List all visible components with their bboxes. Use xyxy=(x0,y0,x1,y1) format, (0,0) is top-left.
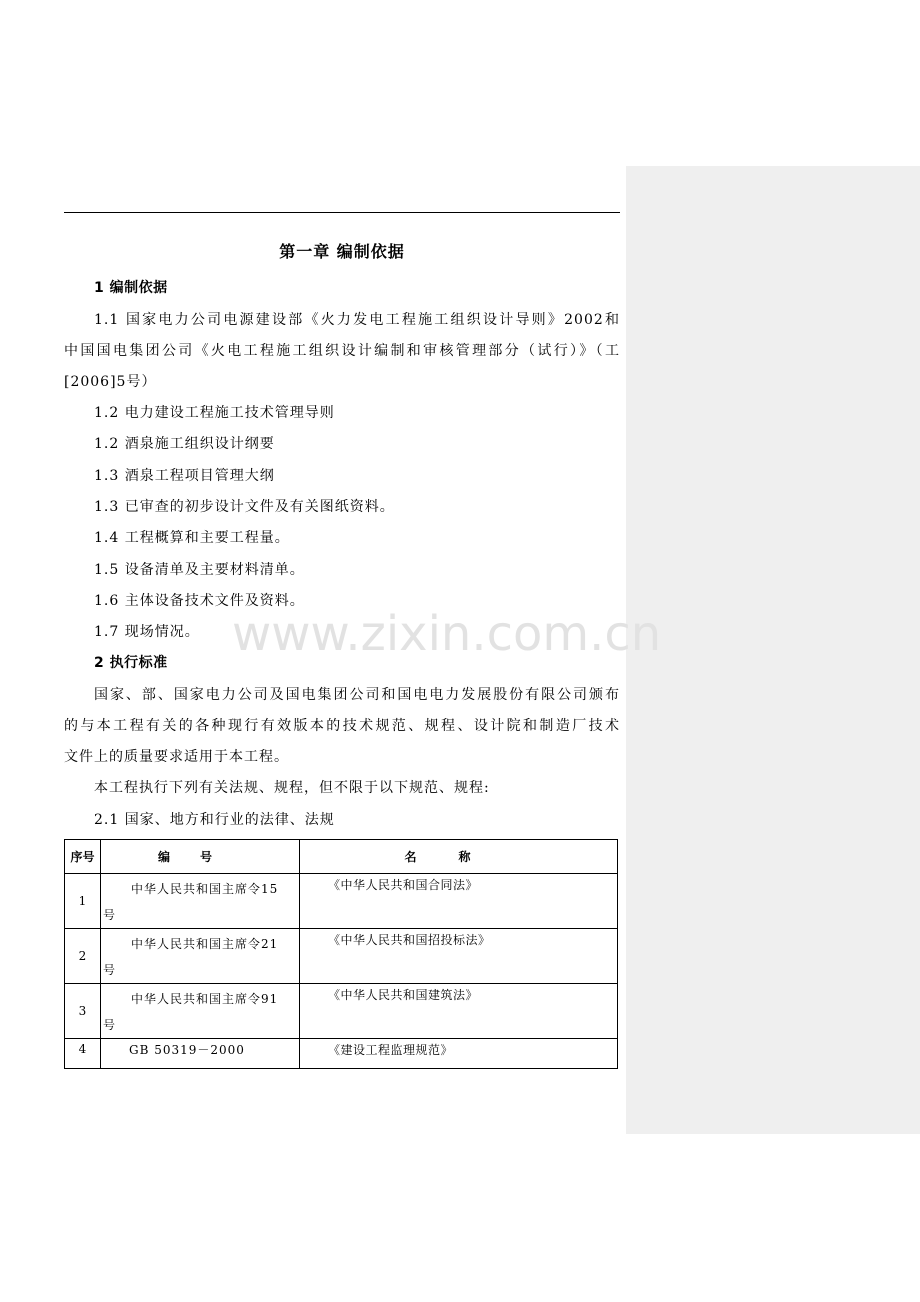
subsection-heading: 2.1 国家、地方和行业的法律、法规 xyxy=(94,812,335,828)
header-no: 序号 xyxy=(65,840,101,874)
row-code: GB 50319－2000 xyxy=(101,1039,300,1069)
paragraph-line: 文件上的质量要求适用于本工程。 xyxy=(64,749,289,765)
paragraph-line: 国家、部、国家电力公司及国电集团公司和国电电力发展股份有限公司颁布 xyxy=(94,687,620,703)
table-row xyxy=(65,874,618,929)
table-row xyxy=(65,1039,618,1069)
row-no: 4 xyxy=(65,1039,101,1069)
table-row xyxy=(65,984,618,1039)
row-name: 《中华人民共和国合同法》 xyxy=(300,874,618,929)
row-name: 《中华人民共和国建筑法》 xyxy=(300,984,618,1039)
header-name: 名称 xyxy=(300,840,618,874)
list-item: 1.2 电力建设工程施工技术管理导则 xyxy=(94,405,335,421)
paragraph-line: 中国国电集团公司《火电工程施工组织设计编制和审核管理部分（试行）》（工 xyxy=(64,343,620,359)
list-item: 1.3 酒泉工程项目管理大纲 xyxy=(94,468,275,484)
paragraph-line: 的与本工程有关的各种现行有效版本的技术规范、规程、设计院和制造厂技术 xyxy=(64,718,620,734)
list-item: 1.7 现场情况。 xyxy=(94,624,200,640)
list-item: 1.5 设备清单及主要材料清单。 xyxy=(94,562,305,578)
header-code: 编号 xyxy=(101,840,300,874)
paragraph-line: 1.1 国家电力公司电源建设部《火力发电工程施工组织设计导则》2002和 xyxy=(94,312,620,328)
row-code: 中华人民共和国主席令21 号 xyxy=(101,929,300,984)
header-rule xyxy=(64,212,620,213)
section-heading: 1 编制依据 xyxy=(94,280,168,296)
row-name: 《中华人民共和国招投标法》 xyxy=(300,929,618,984)
row-name: 《建设工程监理规范》 xyxy=(300,1039,618,1069)
table-row xyxy=(65,929,618,984)
section-heading: 2 执行标准 xyxy=(94,655,168,671)
list-item: 1.4 工程概算和主要工程量。 xyxy=(94,530,290,546)
list-item: 1.6 主体设备技术文件及资料。 xyxy=(94,593,305,609)
row-no: 3 xyxy=(65,984,101,1039)
row-code: 中华人民共和国主席令91 号 xyxy=(101,984,300,1039)
list-item: 1.3 已审查的初步设计文件及有关图纸资料。 xyxy=(94,499,395,515)
row-no: 2 xyxy=(65,929,101,984)
paragraph-line: [2006]5号） xyxy=(64,374,157,390)
paragraph-line: 本工程执行下列有关法规、规程，但不限于以下规范、规程: xyxy=(94,780,490,796)
list-item: 1.2 酒泉施工组织设计纲要 xyxy=(94,436,275,452)
row-code: 中华人民共和国主席令15 号 xyxy=(101,874,300,929)
table-header-row xyxy=(65,840,618,874)
chapter-title: 第一章 编制依据 xyxy=(279,242,405,261)
watermark: www.zixin.com.cn xyxy=(232,606,662,662)
regulations-table xyxy=(64,839,618,1069)
row-no: 1 xyxy=(65,874,101,929)
